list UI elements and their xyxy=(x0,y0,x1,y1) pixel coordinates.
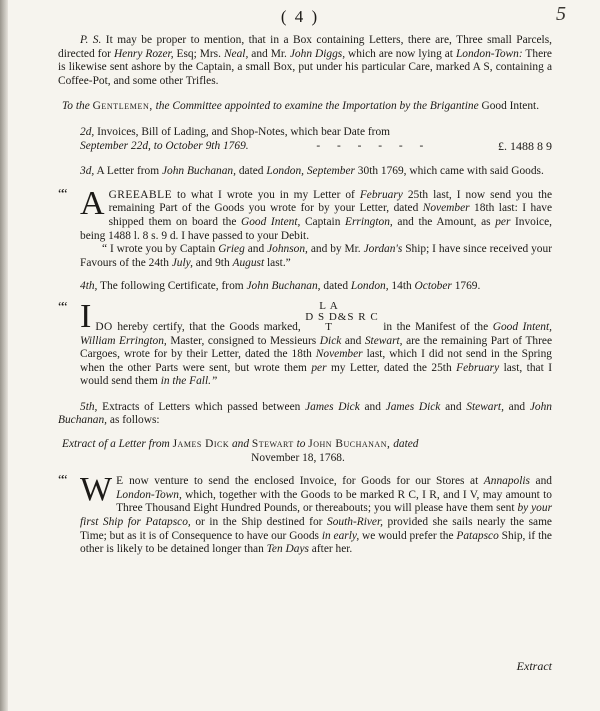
handwritten-page-mark: 5 xyxy=(556,3,566,25)
committee-address: To the Gentlemen, the Committee appointed to examine the Importation by the Brigantine Good Intent. xyxy=(62,100,540,113)
ps-label: P. S. xyxy=(80,34,102,46)
postscript-paragraph: P. S. It may be proper to mention, that in a Box containing Letters, there are, Three small Parcels, directed for Henry Rozer, Esq; Mrs. Neal, and Mr. John Diggs, which are now lying at London-Town: There is likewise sent ashore by the Captain, a small Box, put under his particular Care, marked A S, containing a Coffee-Pot, and some other Trifles. xyxy=(58,34,552,87)
certificate-quote: ““ IDO hereby certify, that the Goods marked, L A D S D&S R C T in the Manifest of the Good Intent, William Errington, Master, consigned to Messieurs Dick and Stewart, are the remaining Part of Three Cargoes, wrote for by their Letter, dated the 18th November last, which I did not send in the Spring when the other Parts were sent, but wrote them per my Letter, dated the 25th February last, that I would send them in the Fall.” xyxy=(58,297,553,388)
page-edge-shadow xyxy=(0,0,8,711)
page-number: ( 4 ) xyxy=(280,7,320,26)
dropcap: A xyxy=(80,184,105,222)
invoice-date-range: September 22d, to October 9th 1769. xyxy=(80,139,249,152)
invoice-amount: £. 1488 8 9 xyxy=(498,138,552,153)
item-certificate-intro: 4th, The following Certificate, from John Buchanan, dated London, 14th October 1769. xyxy=(80,280,481,293)
extract-heading: Extract of a Letter from James Dick and Stewart to John Buchanan, dated November 18, 1768. xyxy=(62,438,419,464)
buchanan-letter-quote: ““ AGREEABLE to what I wrote you in my Letter of February 25th last, I now send you the remaining Part of the Goods you wrote for by your Letter, dated November 18th last: I have shipped them on board the Good Intent, Captain Errington, and the Amount, as per Invoice, being 1488 l. 8 s. 9 d. I have passed to your Debit. “ I wrote you by Captain Grieg and Johnson, and by Mr. Jordan's Ship; I have since received your Favours of the 24th July, and 9th August last.” xyxy=(58,184,553,269)
item-extracts: 5th, Extracts of Letters which passed between James Dick and James Dick and Stewart, and John Buchanan, as follows: xyxy=(58,400,552,427)
dropcap: I xyxy=(80,297,92,335)
page-body xyxy=(58,34,552,567)
merchant-marks: L A D S D&S R C T xyxy=(305,299,379,333)
dropcap: W xyxy=(80,471,113,509)
item-letter: 3d, A Letter from John Buchanan, dated London, September 30th 1769, which came with said Goods. xyxy=(80,165,544,178)
item-invoices: 2d, Invoices, Bill of Lading, and Shop-Notes, which bear Date from September 22d, to October 9th 1769. - - - - - - £. 1488 8 9 xyxy=(80,125,552,153)
dick-stewart-letter-quote: ““ W E now venture to send the enclosed Invoice, for Goods for our Stores at Annapolis and London-Town, which, together with the Goods to be marked R C, I R, and I V, may amount to Three Thousand Eight Hundred Pounds, or thereabouts; you will please have them sent by your first Ship for Patapsco, or in the Ship destined for South-River, provided she sails nearly the same Time; but as it is of Consequence to have our Goods in early, we would prefer the Patapsco Ship, if the other is likely to be detained longer than Ten Days after her. xyxy=(58,471,553,556)
catchword: Extract xyxy=(516,659,552,673)
